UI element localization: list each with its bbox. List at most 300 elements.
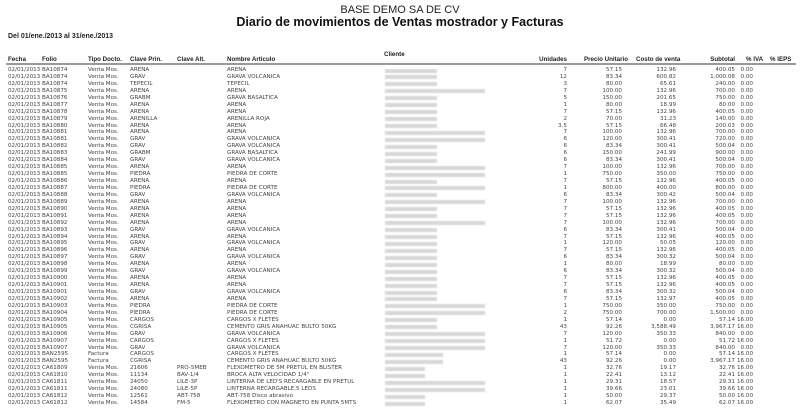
cell-folio: BA10902 — [42, 295, 68, 302]
cell-fecha: 02/01/2013 — [8, 289, 41, 295]
cell-nombre-articulo: ARENA — [227, 282, 247, 289]
cell-unidades: 1 — [563, 101, 567, 108]
cell-tipo-docto: Venta Mos. — [88, 282, 119, 289]
cell-tipo-docto: Venta Mos. — [88, 171, 119, 178]
cell-nombre-articulo: ARENA — [227, 178, 247, 184]
cell-clave-alt: FM-5 — [177, 400, 191, 406]
cell-precio-unitario: 120.00 — [602, 344, 622, 351]
cell-costo-venta: 132.96 — [656, 198, 676, 205]
cell-precio-unitario: 80.00 — [605, 261, 622, 268]
cell-clave-prin: GRAV — [130, 73, 146, 80]
cell-iva: 0.00 — [740, 122, 753, 129]
cell-tipo-docto: Venta Mos. — [88, 150, 119, 157]
cell-costo-venta: 300.41 — [656, 226, 676, 233]
cell-precio-unitario: 57.14 — [605, 316, 622, 323]
cell-folio: CA61809 — [42, 365, 68, 372]
cell-clave-prin: ARENA — [130, 67, 150, 73]
cell-iva: 16.00 — [736, 386, 753, 393]
cell-cliente-redacted — [385, 353, 443, 357]
cell-nombre-articulo: PIEDRA DE CORTE — [227, 302, 278, 309]
table-row — [0, 386, 800, 393]
cell-precio-unitario: 57.15 — [605, 108, 622, 115]
cell-cliente-redacted — [385, 145, 437, 149]
cell-clave-prin: ARENA — [130, 129, 150, 136]
cell-clave-prin: GRAV — [130, 226, 146, 233]
cell-folio: BAN2595 — [42, 351, 69, 358]
cell-nombre-articulo: ARENA — [227, 205, 247, 212]
cell-cliente-redacted — [385, 242, 437, 246]
cell-unidades: 7 — [563, 129, 567, 136]
cell-tipo-docto: Venta Mos. — [88, 205, 119, 212]
cell-cliente-redacted — [385, 152, 437, 156]
cell-costo-venta: 300.32 — [656, 254, 676, 261]
cell-folio: BA10890 — [42, 205, 68, 212]
cell-nombre-articulo: BROCA ALTA VELOCIDAD 1/4" — [227, 372, 310, 379]
cell-folio: BA10885 — [42, 164, 68, 171]
cell-fecha: 02/01/2013 — [8, 73, 41, 80]
cell-tipo-docto: Venta Mos. — [88, 212, 119, 219]
cell-cliente-redacted — [385, 124, 437, 128]
cell-clave-prin: ARENA — [130, 247, 150, 254]
cell-precio-unitario: 57.15 — [605, 282, 622, 289]
cell-costo-venta: 300.32 — [656, 268, 676, 275]
table-row — [0, 116, 800, 123]
cell-subtotal: 400.05 — [715, 178, 735, 184]
cell-folio: BA10876 — [42, 94, 68, 101]
cell-subtotal: 57.14 — [718, 316, 735, 323]
cell-subtotal: 39.66 — [718, 386, 735, 393]
cell-clave-prin: CARGOS — [130, 351, 154, 358]
cell-fecha: 02/01/2013 — [8, 365, 41, 372]
cell-clave-prin: PIEDRA — [130, 171, 151, 178]
cell-tipo-docto: Venta Mos. — [88, 233, 119, 240]
cell-subtotal: 50.00 — [718, 393, 735, 400]
cell-nombre-articulo: ARENA — [227, 212, 247, 219]
cell-nombre-articulo: PIEDRA DE CORTE — [227, 309, 278, 316]
table-row — [0, 143, 800, 150]
cell-iva: 0.00 — [740, 309, 753, 316]
cell-fecha: 02/01/2013 — [8, 108, 41, 115]
cell-costo-venta: 132.96 — [656, 87, 676, 94]
cell-costo-venta: 0.00 — [663, 316, 676, 323]
cell-folio: BA10884 — [42, 157, 68, 164]
cell-costo-venta: 66.48 — [659, 122, 676, 129]
cell-clave-prin: ARENA — [130, 212, 150, 219]
cell-unidades: 6 — [563, 226, 567, 233]
cell-precio-unitario: 83.34 — [605, 143, 622, 150]
cell-tipo-docto: Venta Mos. — [88, 309, 119, 316]
cell-unidades: 1 — [563, 365, 567, 372]
table-row — [0, 136, 800, 143]
cell-iva: 0.00 — [740, 330, 753, 337]
header-tipo-docto: Tipo Docto. — [88, 56, 122, 63]
cell-tipo-docto: Venta Mos. — [88, 365, 119, 372]
cell-unidades: 1 — [563, 171, 567, 178]
cell-precio-unitario: 120.00 — [602, 330, 622, 337]
cell-unidades: 6 — [563, 143, 567, 150]
company-name: BASE DEMO SA DE CV — [340, 4, 460, 16]
cell-fecha: 02/01/2013 — [8, 351, 41, 358]
cell-subtotal: 57.14 — [718, 351, 735, 358]
cell-fecha: 02/01/2013 — [8, 254, 41, 261]
cell-folio: BA10874 — [42, 73, 68, 80]
cell-iva: 0.00 — [740, 344, 753, 351]
cell-cliente-redacted — [385, 96, 437, 100]
cell-tipo-docto: Venta Mos. — [88, 143, 119, 150]
table-row — [0, 164, 800, 171]
cell-nombre-articulo: ARENA — [227, 164, 247, 171]
table-row — [0, 178, 800, 185]
cell-tipo-docto: Venta Mos. — [88, 80, 119, 87]
cell-cliente-redacted — [385, 284, 437, 288]
cell-fecha: 02/01/2013 — [8, 247, 41, 254]
cell-tipo-docto: Venta Mos. — [88, 316, 119, 323]
table-row — [0, 338, 800, 345]
cell-fecha: 02/01/2013 — [8, 157, 41, 164]
cell-iva: 0.00 — [740, 240, 753, 247]
cell-cliente-redacted — [385, 235, 437, 239]
cell-iva: 0.00 — [740, 136, 753, 143]
cell-nombre-articulo: FLEXOMETRO DE 5M PRETUL EN BLISTER — [227, 365, 343, 372]
cell-costo-venta: 29.37 — [659, 393, 676, 400]
cell-subtotal: 3,967.17 — [710, 358, 735, 365]
cell-cliente-redacted — [385, 388, 485, 392]
cell-costo-venta: 0.00 — [663, 358, 676, 365]
header-subtotal: Subtotal — [710, 56, 735, 63]
cell-subtotal: 51.72 — [718, 337, 735, 344]
cell-nombre-articulo: GRAVA VOLCANICA — [227, 157, 281, 164]
cell-iva: 0.00 — [740, 282, 753, 289]
cell-subtotal: 120.00 — [715, 240, 735, 247]
cell-nombre-articulo: GRAVA VOLCANICA — [227, 136, 281, 143]
cell-tipo-docto: Venta Mos. — [88, 400, 119, 406]
cell-folio: BA10900 — [42, 275, 68, 282]
cell-nombre-articulo: ARENA — [227, 87, 247, 94]
cell-clave-prin: 24050 — [130, 379, 148, 386]
cell-iva: 0.00 — [740, 73, 753, 80]
cell-fecha: 02/01/2013 — [8, 282, 41, 289]
cell-folio: BA10897 — [42, 254, 68, 261]
cell-costo-venta: 132.96 — [656, 247, 676, 254]
cell-nombre-articulo: GRAVA VOLCANICA — [227, 143, 281, 150]
cell-folio: CA61810 — [42, 372, 68, 379]
cell-unidades: 1 — [563, 240, 567, 247]
cell-precio-unitario: 57.15 — [605, 233, 622, 240]
cell-precio-unitario: 29.31 — [605, 379, 622, 386]
cell-precio-unitario: 62.07 — [605, 400, 622, 406]
cell-unidades: 7 — [563, 87, 567, 94]
cell-costo-venta: 300.42 — [656, 191, 676, 198]
cell-fecha: 02/01/2013 — [8, 372, 41, 379]
cell-tipo-docto: Venta Mos. — [88, 261, 119, 268]
cell-subtotal: 29.31 — [718, 379, 735, 386]
cell-clave-prin: 21606 — [130, 365, 148, 372]
cell-folio: BA10881 — [42, 129, 68, 136]
cell-tipo-docto: Venta Mos. — [88, 393, 119, 400]
cell-precio-unitario: 83.34 — [605, 73, 622, 80]
cell-tipo-docto: Venta Mos. — [88, 344, 119, 351]
cell-precio-unitario: 750.00 — [602, 302, 622, 309]
cell-tipo-docto: Venta Mos. — [88, 129, 119, 136]
cell-costo-venta: 201.65 — [656, 94, 676, 101]
cell-clave-alt: PRO-5MEB — [177, 365, 207, 372]
cell-fecha: 02/01/2013 — [8, 386, 41, 393]
cell-tipo-docto: Venta Mos. — [88, 184, 119, 191]
table-header — [0, 51, 800, 63]
table-row — [0, 261, 800, 268]
cell-precio-unitario: 57.15 — [605, 67, 622, 73]
cell-precio-unitario: 51.72 — [605, 337, 622, 344]
header-nombre-articulo: Nombre Articulo — [227, 56, 276, 63]
cell-nombre-articulo: ARENA — [227, 198, 247, 205]
cell-iva: 16.00 — [736, 379, 753, 386]
header-precio-unitario: Precio Unitario — [584, 56, 629, 63]
cell-precio-unitario: 32.76 — [605, 365, 622, 372]
table-row — [0, 296, 800, 303]
cell-unidades: 2 — [563, 309, 567, 316]
cell-fecha: 02/01/2013 — [8, 164, 41, 171]
cell-costo-venta: 0.00 — [663, 337, 676, 344]
cell-subtotal: 80.00 — [718, 101, 735, 108]
cell-cliente-redacted — [385, 193, 437, 197]
cell-iva: 0.00 — [740, 108, 753, 115]
cell-tipo-docto: Venta Mos. — [88, 94, 119, 101]
cell-subtotal: 700.00 — [715, 219, 735, 226]
cell-nombre-articulo: GRAVA BASALTICA — [227, 94, 278, 101]
header-clave-prin: Clave Prin. — [130, 56, 162, 63]
table-row — [0, 109, 800, 116]
cell-subtotal: 800.00 — [715, 184, 735, 191]
cell-subtotal: 500.04 — [715, 226, 735, 233]
cell-unidades: 7 — [563, 330, 567, 337]
cell-costo-venta: 35.49 — [659, 400, 676, 406]
cell-precio-unitario: 80.00 — [605, 80, 622, 87]
cell-nombre-articulo: GRAVA VOLCANICA — [227, 191, 281, 198]
cell-folio: BA10892 — [42, 219, 68, 226]
cell-clave-prin: CGRISA — [130, 358, 152, 365]
cell-fecha: 02/01/2013 — [8, 358, 41, 365]
cell-subtotal: 500.04 — [715, 254, 735, 261]
cell-unidades: 1 — [563, 386, 567, 393]
table-row — [0, 324, 800, 331]
cell-subtotal: 62.07 — [718, 400, 735, 406]
table-row — [0, 317, 800, 324]
cell-iva: 0.00 — [740, 261, 753, 268]
cell-cliente-redacted — [385, 186, 485, 190]
cell-clave-prin: GRAV — [130, 191, 146, 198]
cell-clave-prin: ARENILLA — [130, 115, 158, 122]
cell-precio-unitario: 92.26 — [605, 358, 622, 365]
cell-clave-prin: ARENA — [130, 261, 150, 268]
cell-precio-unitario: 150.00 — [602, 150, 622, 157]
cell-unidades: 6 — [563, 157, 567, 164]
cell-unidades: 3.5 — [558, 122, 567, 129]
cell-subtotal: 400.05 — [715, 247, 735, 254]
table-row — [0, 150, 800, 157]
cell-folio: BA10893 — [42, 226, 68, 233]
cell-tipo-docto: Venta Mos. — [88, 108, 119, 115]
cell-nombre-articulo: CARGOS X FLETES — [227, 316, 279, 323]
cell-costo-venta: 132.96 — [656, 178, 676, 184]
header-divider — [6, 63, 796, 65]
cell-cliente-redacted — [385, 89, 485, 93]
cell-nombre-articulo: ARENA — [227, 275, 247, 282]
cell-nombre-articulo: GRAVA VOLCANICA — [227, 73, 281, 80]
cell-tipo-docto: Factura — [88, 358, 109, 365]
cell-precio-unitario: 83.34 — [605, 289, 622, 295]
cell-clave-alt: LILE-3P — [177, 379, 198, 386]
table-row — [0, 220, 800, 227]
cell-precio-unitario: 150.00 — [602, 94, 622, 101]
cell-precio-unitario: 800.00 — [602, 184, 622, 191]
cell-unidades: 2 — [563, 115, 567, 122]
cell-fecha: 02/01/2013 — [8, 309, 41, 316]
cell-costo-venta: 132.96 — [656, 219, 676, 226]
cell-nombre-articulo: PIEDRA DE CORTE — [227, 171, 278, 178]
table-row — [0, 331, 800, 338]
table-row — [0, 379, 800, 386]
cell-precio-unitario: 83.34 — [605, 191, 622, 198]
cell-clave-prin: GRABM — [130, 150, 151, 157]
table-row — [0, 400, 800, 407]
cell-nombre-articulo: FLEXOMETRO CON MAGNETO EN PUNTA 5MTS — [227, 400, 357, 406]
cell-folio: BA10883 — [42, 150, 68, 157]
cell-cliente-redacted — [385, 395, 425, 399]
cell-clave-prin: 12561 — [130, 393, 148, 400]
cell-costo-venta: 65.61 — [659, 80, 676, 87]
cell-iva: 0.00 — [740, 184, 753, 191]
cell-cliente-redacted — [385, 256, 437, 260]
cell-iva: 0.00 — [740, 247, 753, 254]
cell-fecha: 02/01/2013 — [8, 178, 41, 184]
cell-clave-prin: ARENA — [130, 233, 150, 240]
header-ieps: % IEPS — [770, 56, 792, 63]
cell-iva: 0.00 — [740, 101, 753, 108]
cell-folio: BA10875 — [42, 87, 68, 94]
cell-cliente-redacted — [385, 346, 485, 350]
cell-costo-venta: 350.00 — [656, 302, 676, 309]
cell-folio: BA10889 — [42, 198, 68, 205]
cell-subtotal: 500.04 — [715, 143, 735, 150]
cell-nombre-articulo: ARENA — [227, 122, 247, 129]
cell-cliente-redacted — [385, 311, 485, 315]
table-row — [0, 393, 800, 400]
cell-nombre-articulo: ARENA — [227, 108, 247, 115]
cell-tipo-docto: Venta Mos. — [88, 157, 119, 164]
table-row — [0, 227, 800, 234]
cell-nombre-articulo: ARENA — [227, 261, 247, 268]
table-row — [0, 372, 800, 379]
header-fecha: Fecha — [8, 56, 26, 63]
cell-cliente-redacted — [385, 207, 437, 211]
cell-costo-venta: 132.96 — [656, 205, 676, 212]
cell-fecha: 02/01/2013 — [8, 212, 41, 219]
cell-subtotal: 400.05 — [715, 67, 735, 73]
cell-clave-prin: PIEDRA — [130, 309, 151, 316]
cell-folio: BA10874 — [42, 80, 68, 87]
table-row — [0, 123, 800, 130]
header-costo-venta: Costo de venta — [636, 56, 681, 63]
cell-subtotal: 500.04 — [715, 289, 735, 295]
cell-folio: CA61812 — [42, 400, 68, 406]
table-row — [0, 81, 800, 88]
cell-cliente-redacted — [385, 249, 437, 253]
cell-folio: BA10905 — [42, 323, 68, 330]
cell-cliente-redacted — [385, 291, 437, 295]
cell-clave-prin: GRAV — [130, 289, 146, 295]
cell-iva: 16.00 — [736, 400, 753, 406]
cell-cliente-redacted — [385, 325, 437, 329]
cell-clave-prin: CGRISA — [130, 323, 152, 330]
cell-fecha: 02/01/2013 — [8, 240, 41, 247]
cell-cliente-redacted — [385, 221, 485, 225]
cell-folio: BA10880 — [42, 122, 68, 129]
cell-tipo-docto: Venta Mos. — [88, 302, 119, 309]
table-row — [0, 310, 800, 317]
cell-costo-venta: 132.96 — [656, 108, 676, 115]
cell-fecha: 02/01/2013 — [8, 115, 41, 122]
cell-iva: 0.00 — [740, 289, 753, 295]
cell-iva: 16.00 — [736, 365, 753, 372]
cell-unidades: 6 — [563, 191, 567, 198]
cell-clave-prin: GRAV — [130, 143, 146, 150]
cell-unidades: 7 — [563, 233, 567, 240]
cell-folio: BA10887 — [42, 184, 68, 191]
cell-tipo-docto: Venta Mos. — [88, 295, 119, 302]
cell-unidades: 7 — [563, 67, 567, 73]
cell-iva: 0.00 — [740, 87, 753, 94]
cell-costo-venta: 18.99 — [659, 101, 676, 108]
cell-costo-venta: 700.00 — [656, 309, 676, 316]
cell-tipo-docto: Venta Mos. — [88, 178, 119, 184]
cell-nombre-articulo: ABT-758 Disco abrasivo — [227, 393, 293, 400]
cell-fecha: 02/01/2013 — [8, 302, 41, 309]
cell-subtotal: 400.05 — [715, 295, 735, 302]
cell-precio-unitario: 100.00 — [602, 198, 622, 205]
cell-cliente-redacted — [385, 297, 437, 301]
cell-costo-venta: 132.96 — [656, 164, 676, 171]
cell-costo-venta: 31.23 — [659, 115, 676, 122]
cell-iva: 0.00 — [740, 219, 753, 226]
cell-unidades: 1 — [563, 393, 567, 400]
cell-fecha: 02/01/2013 — [8, 101, 41, 108]
cell-costo-venta: 132.97 — [656, 295, 676, 302]
table-row — [0, 199, 800, 206]
cell-unidades: 6 — [563, 150, 567, 157]
cell-clave-alt: LILE-5P — [177, 386, 198, 393]
cell-iva: 16.00 — [736, 393, 753, 400]
cell-clave-prin: GRAV — [130, 330, 146, 337]
header-unidades: Unidades — [539, 56, 567, 63]
cell-precio-unitario: 57.15 — [605, 178, 622, 184]
cell-precio-unitario: 57.14 — [605, 351, 622, 358]
cell-folio: BA10874 — [42, 67, 68, 73]
cell-cliente-redacted — [385, 304, 485, 308]
cell-folio: BA10878 — [42, 108, 68, 115]
cell-clave-prin: ARENA — [130, 275, 150, 282]
cell-clave-prin: GRABM — [130, 94, 151, 101]
cell-cliente-redacted — [385, 180, 437, 184]
cell-unidades: 1 — [563, 261, 567, 268]
cell-folio: BA10888 — [42, 191, 68, 198]
cell-tipo-docto: Venta Mos. — [88, 275, 119, 282]
cell-costo-venta: 18.99 — [659, 261, 676, 268]
cell-folio: BAN2595 — [42, 358, 69, 365]
cell-cliente-redacted — [385, 103, 437, 107]
cell-clave-prin: PIEDRA — [130, 302, 151, 309]
cell-subtotal: 22.41 — [718, 372, 735, 379]
cell-unidades: 7 — [563, 219, 567, 226]
